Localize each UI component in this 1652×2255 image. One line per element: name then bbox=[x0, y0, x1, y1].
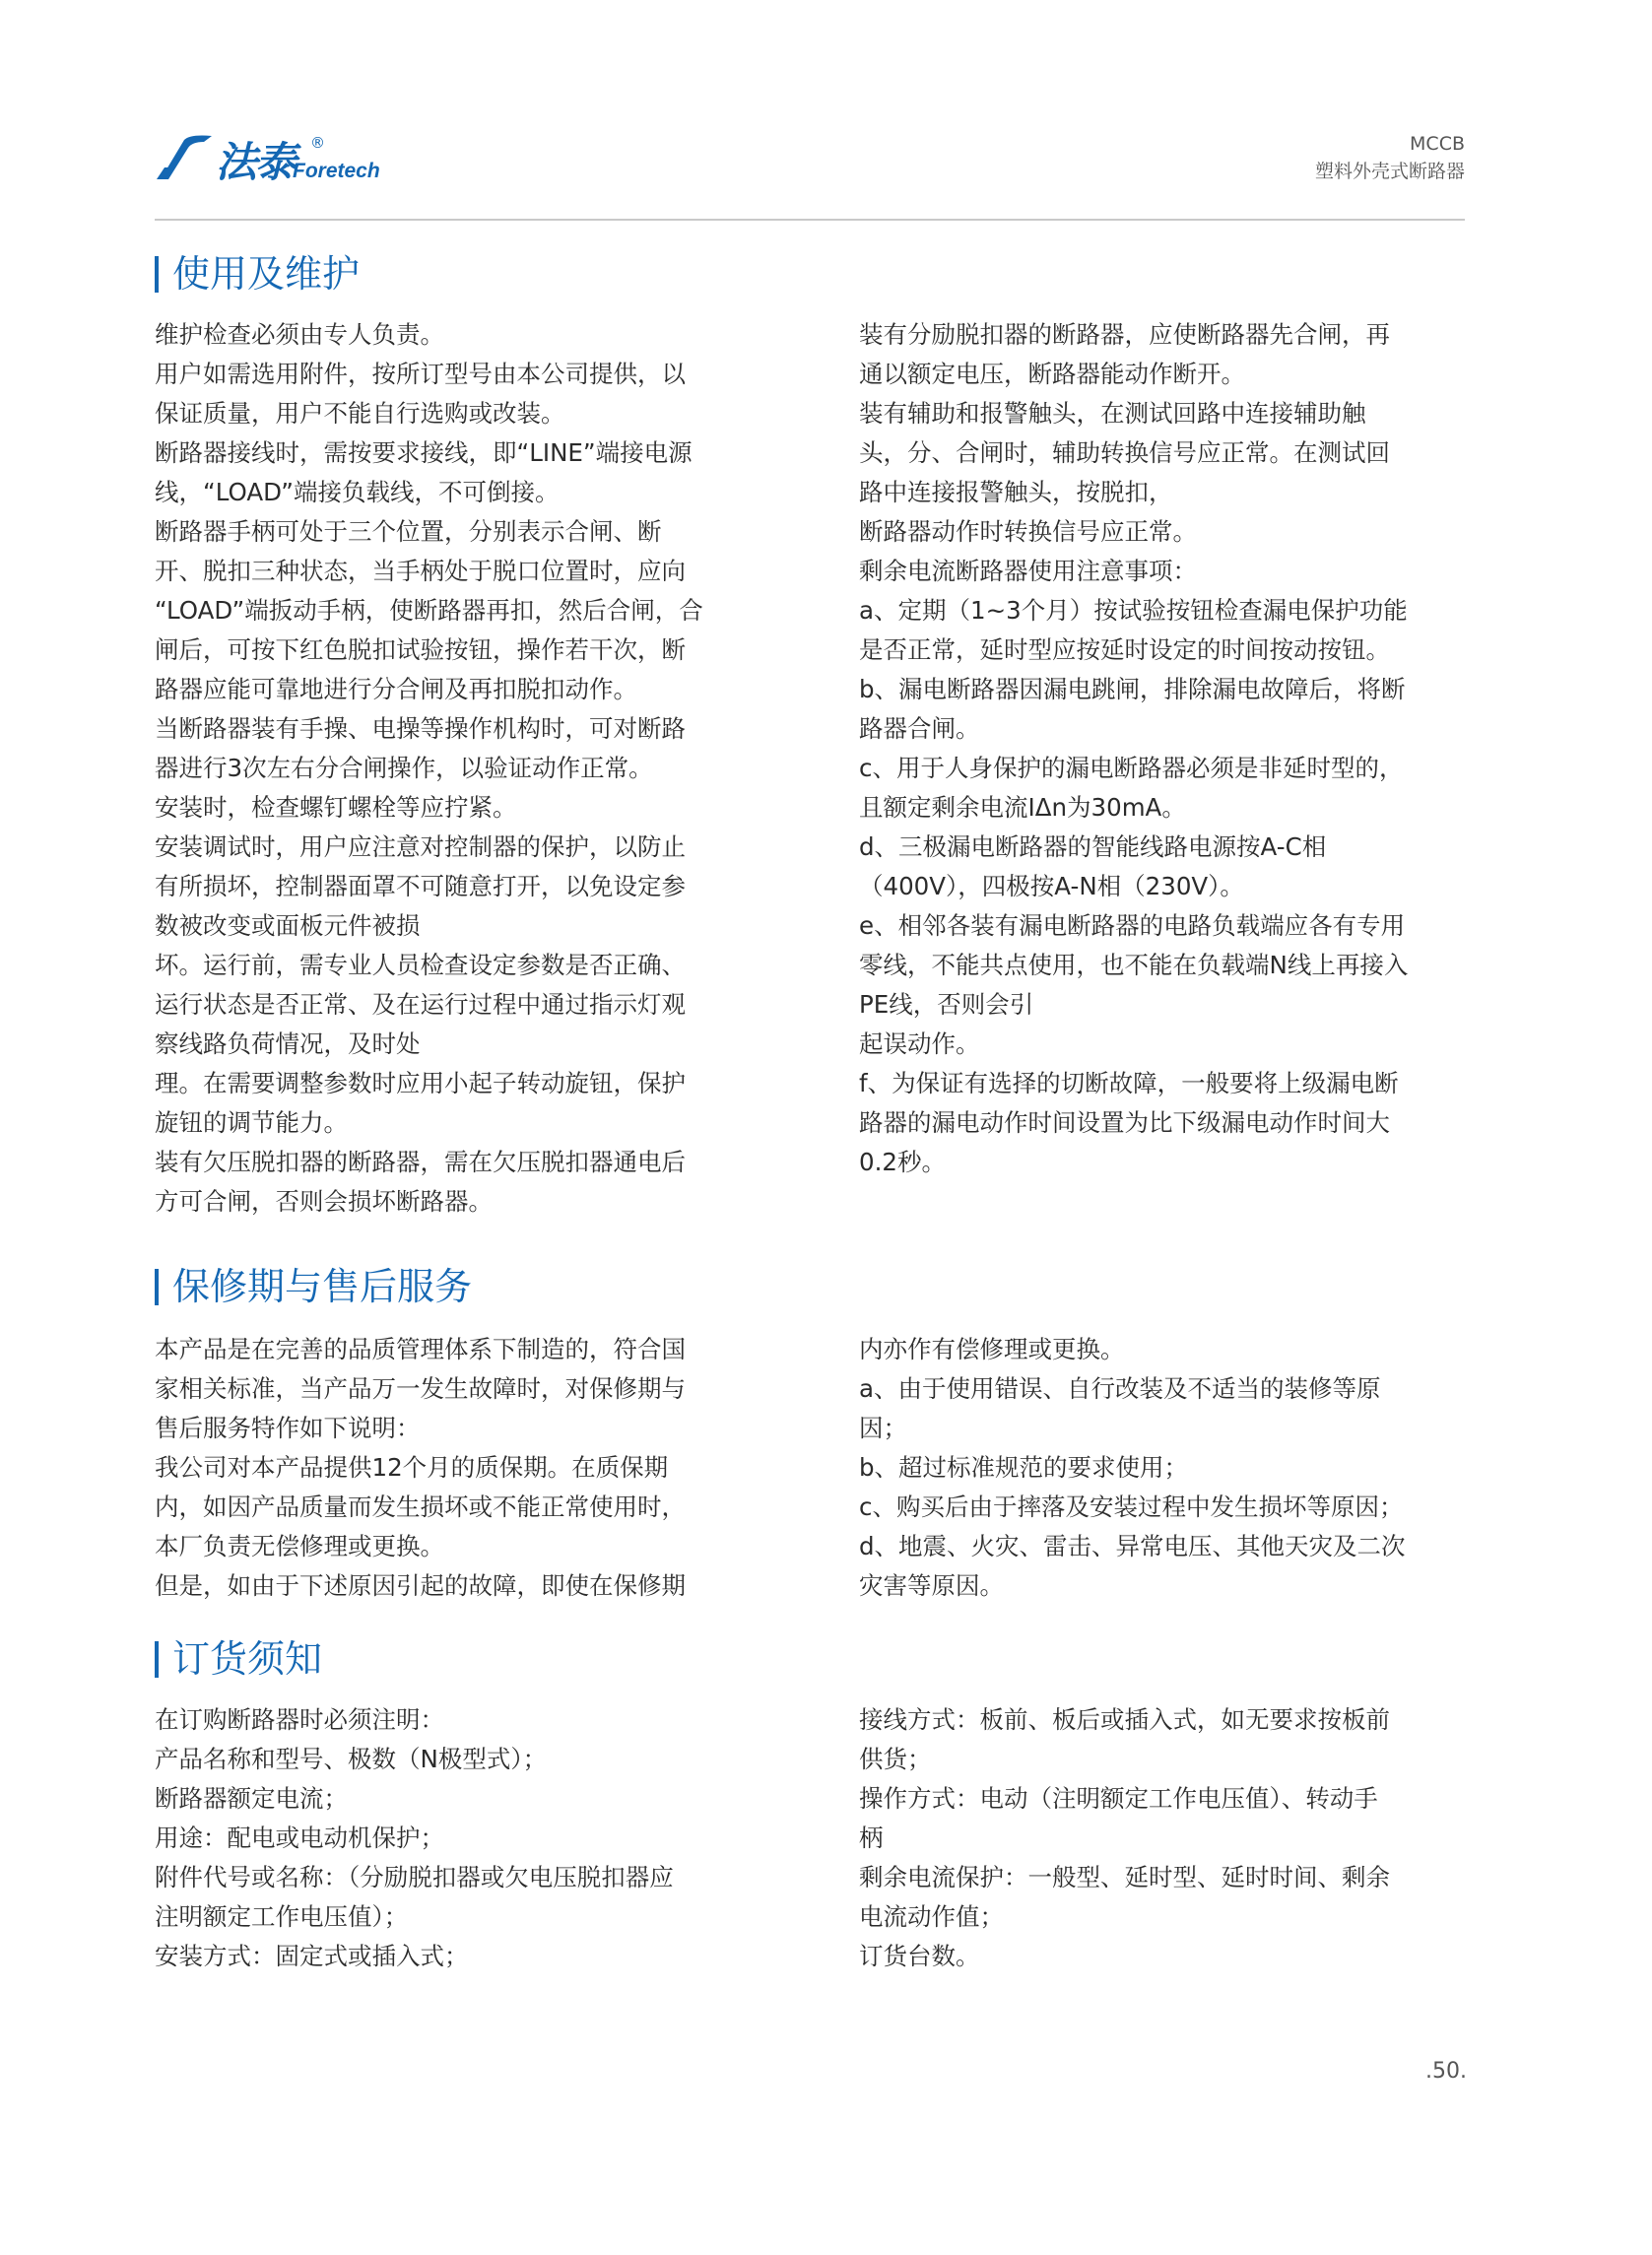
text-line: b、漏电断路器因漏电跳闸，排除漏电故障后，将断 bbox=[859, 675, 1406, 703]
text-line: 注明额定工作电压值）； bbox=[155, 1902, 409, 1931]
text-line: 柄 bbox=[859, 1824, 884, 1852]
text-line: 断路器手柄可处于三个位置，分别表示合闸、断 bbox=[155, 517, 662, 546]
text-line: 运行状态是否正常、及在运行过程中通过指示灯观 bbox=[155, 990, 686, 1019]
header-product-info bbox=[1315, 130, 1465, 185]
registered-mark: ® bbox=[310, 134, 325, 152]
text-line: 路器应能可靠地进行分合闸及再扣脱扣动作。 bbox=[155, 675, 637, 703]
text-line: c、用于人身保护的漏电断路器必须是非延时型的， bbox=[859, 754, 1404, 782]
text-line: 当断路器装有手操、电操等操作机构时，可对断路 bbox=[155, 714, 686, 743]
text-line: 在订购断路器时必须注明： bbox=[155, 1705, 444, 1734]
text-line: b、超过标准规范的要求使用； bbox=[859, 1453, 1189, 1482]
text-line: 察线路负荷情况，及时处 bbox=[155, 1029, 421, 1058]
text-line: PE线，否则会引 bbox=[859, 990, 1034, 1019]
text-line: 内亦作有偿修理或更换。 bbox=[859, 1335, 1125, 1363]
product-code: MCCB bbox=[1410, 133, 1465, 155]
section-warranty-left bbox=[155, 1330, 746, 1606]
text-line: d、地震、火灾、雷击、异常电压、其他天灾及二次 bbox=[859, 1532, 1406, 1560]
header-divider bbox=[155, 219, 1465, 221]
text-line: 0.2秒。 bbox=[859, 1148, 946, 1176]
text-line: 装有分励脱扣器的断路器，应使断路器先合闸，再 bbox=[859, 320, 1390, 349]
text-line: 断路器动作时转换信号应正常。 bbox=[859, 517, 1197, 546]
logo-en-text: Foretech bbox=[293, 160, 380, 182]
text-line: 路中连接报警触头，按脱扣， bbox=[859, 478, 1173, 506]
text-line: 剩余电流保护：一般型、延时型、延时时间、剩余 bbox=[859, 1863, 1390, 1891]
text-line: 用途：配电或电动机保护； bbox=[155, 1824, 444, 1852]
text-line: 内，如因产品质量而发生损坏或不能正常使用时， bbox=[155, 1492, 686, 1521]
text-line: 本产品是在完善的品质管理体系下制造的，符合国 bbox=[155, 1335, 686, 1363]
text-line: 供货； bbox=[859, 1745, 932, 1773]
section-title-warranty: 保修期与售后服务 bbox=[155, 1261, 472, 1312]
brand-logo bbox=[155, 126, 391, 185]
text-line: 附件代号或名称：（分励脱扣器或欠电压脱扣器应 bbox=[155, 1863, 674, 1891]
text-line: 是否正常，延时型应按延时设定的时间按动按钮。 bbox=[859, 635, 1390, 664]
text-line: 闸后，可按下红色脱扣试验按钮，操作若干次，断 bbox=[155, 635, 686, 664]
text-line: 订货台数。 bbox=[859, 1942, 980, 1970]
text-line: a、由于使用错误、自行改装及不适当的装修等原 bbox=[859, 1374, 1381, 1403]
section-ordering-right bbox=[859, 1700, 1470, 1976]
page-number: .50. bbox=[1425, 2059, 1467, 2084]
text-line: e、相邻各装有漏电断路器的电路负载端应各有专用 bbox=[859, 911, 1406, 940]
text-line: 接线方式：板前、板后或插入式，如无要求按板前 bbox=[859, 1705, 1390, 1734]
text-line: 头，分、合闸时，辅助转换信号应正常。在测试回 bbox=[859, 438, 1390, 467]
section-ordering-left bbox=[155, 1700, 746, 1976]
text-line: 本厂负责无偿修理或更换。 bbox=[155, 1532, 444, 1560]
text-line: 通以额定电压，断路器能动作断开。 bbox=[859, 360, 1245, 388]
text-line: 线，“LOAD”端接负载线，不可倒接。 bbox=[155, 478, 560, 506]
text-line: c、购买后由于摔落及安装过程中发生损坏等原因； bbox=[859, 1492, 1404, 1521]
text-line: 且额定剩余电流IΔn为30mA。 bbox=[859, 793, 1186, 822]
text-line: 但是，如由于下述原因引起的故障，即使在保修期 bbox=[155, 1571, 686, 1600]
text-line: 因； bbox=[859, 1414, 907, 1442]
text-line: d、三极漏电断路器的智能线路电源按A-C相 bbox=[859, 832, 1327, 861]
text-line: “LOAD”端扳动手柄，使断路器再扣，然后合闸，合 bbox=[155, 596, 703, 625]
text-line: 断路器额定电流； bbox=[155, 1784, 348, 1813]
logo-swoosh-icon bbox=[155, 132, 214, 183]
text-line: 理。在需要调整参数时应用小起子转动旋钮，保护 bbox=[155, 1069, 686, 1097]
text-line: 零线，不能共点使用，也不能在负载端N线上再接入 bbox=[859, 951, 1409, 979]
page-header bbox=[155, 126, 1465, 220]
text-line: 维护检查必须由专人负责。 bbox=[155, 320, 444, 349]
text-line: 路器合闸。 bbox=[859, 714, 980, 743]
text-line: （400V），四极按A-N相（230V）。 bbox=[859, 872, 1244, 900]
text-line: 保证质量，用户不能自行选购或改装。 bbox=[155, 399, 565, 428]
text-line: 剩余电流断路器使用注意事项： bbox=[859, 557, 1197, 585]
text-line: 售后服务特作如下说明： bbox=[155, 1414, 421, 1442]
text-line: 路器的漏电动作时间设置为比下级漏电动作时间大 bbox=[859, 1108, 1390, 1137]
text-line: 坏。运行前，需专业人员检查设定参数是否正确、 bbox=[155, 951, 686, 979]
text-line: 装有欠压脱扣器的断路器，需在欠压脱扣器通电后 bbox=[155, 1148, 686, 1176]
text-line: 家相关标准，当产品万一发生故障时，对保修期与 bbox=[155, 1374, 686, 1403]
text-line: 器进行3次左右分合闸操作，以验证动作正常。 bbox=[155, 754, 653, 782]
text-line: 安装方式：固定式或插入式； bbox=[155, 1942, 469, 1970]
text-line: 我公司对本产品提供12个月的质保期。在质保期 bbox=[155, 1453, 669, 1482]
text-line: 数被改变或面板元件被损 bbox=[155, 911, 421, 940]
text-line: 产品名称和型号、极数（N极型式）； bbox=[155, 1745, 548, 1773]
text-line: 电流动作值； bbox=[859, 1902, 1004, 1931]
text-line: 灾害等原因。 bbox=[859, 1571, 1004, 1600]
section-use-maintenance-left bbox=[155, 315, 746, 1222]
logo-cn-text: 法泰 bbox=[216, 138, 296, 186]
section-use-maintenance-right bbox=[859, 315, 1470, 1182]
text-line: f、为保证有选择的切断故障，一般要将上级漏电断 bbox=[859, 1069, 1399, 1097]
text-line: 方可合闸，否则会损坏断路器。 bbox=[155, 1187, 493, 1216]
product-name: 塑料外壳式断路器 bbox=[1314, 161, 1465, 182]
text-line: 操作方式：电动（注明额定工作电压值）、转动手 bbox=[859, 1784, 1378, 1813]
text-line: 断路器接线时，需按要求接线，即“LINE”端接电源 bbox=[155, 438, 693, 467]
text-line: 用户如需选用附件，按所订型号由本公司提供，以 bbox=[155, 360, 686, 388]
text-line: 安装时，检查螺钉螺栓等应拧紧。 bbox=[155, 793, 517, 822]
text-line: 安装调试时，用户应注意对控制器的保护，以防止 bbox=[155, 832, 686, 861]
text-line: 起误动作。 bbox=[859, 1029, 980, 1058]
text-line: 装有辅助和报警触头，在测试回路中连接辅助触 bbox=[859, 399, 1366, 428]
section-title-use-maintenance: 使用及维护 bbox=[155, 248, 360, 299]
text-line: 开、脱扣三种状态，当手柄处于脱口位置时，应向 bbox=[155, 557, 686, 585]
section-title-ordering: 订货须知 bbox=[155, 1633, 322, 1685]
section-warranty-right bbox=[859, 1330, 1470, 1606]
text-line: 旋钮的调节能力。 bbox=[155, 1108, 348, 1137]
text-line: a、定期（1~3个月）按试验按钮检查漏电保护功能 bbox=[859, 596, 1408, 625]
text-line: 有所损坏，控制器面罩不可随意打开，以免设定参 bbox=[155, 872, 686, 900]
